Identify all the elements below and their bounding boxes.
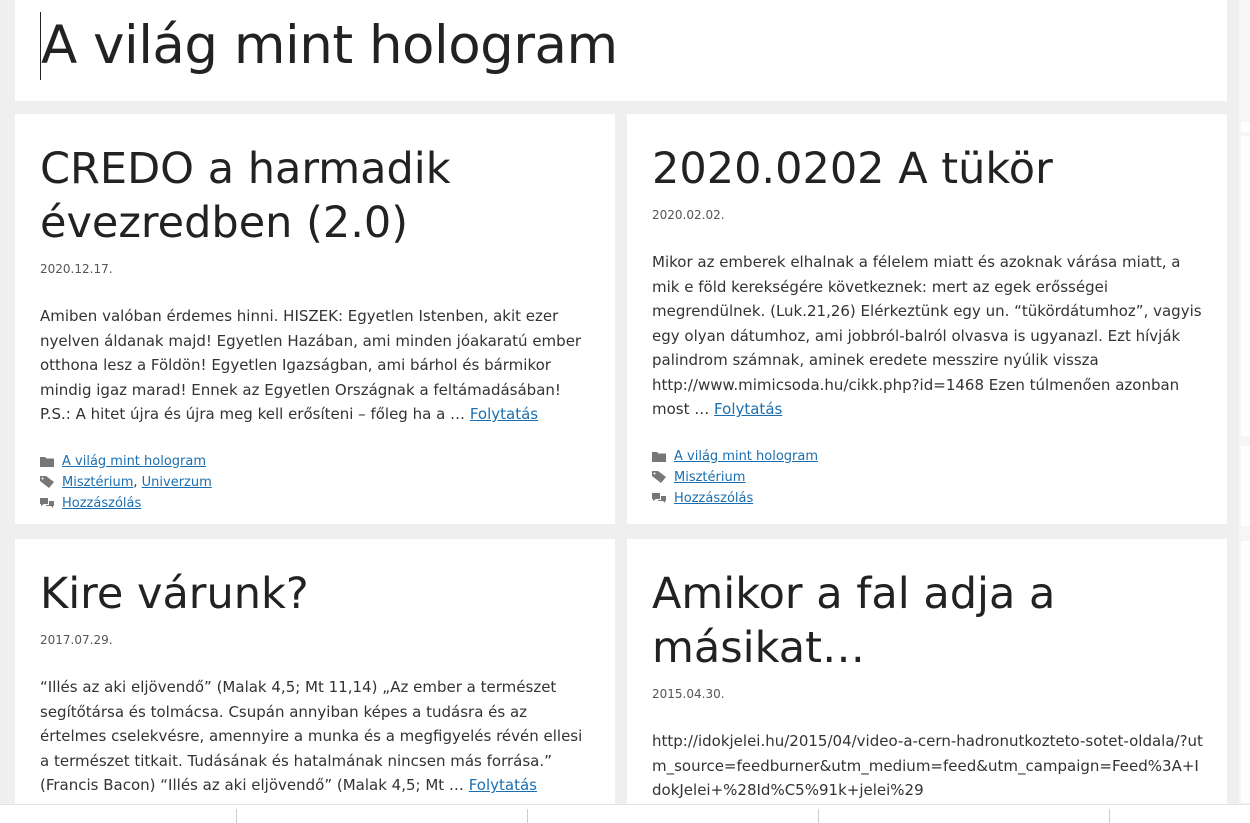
post-excerpt [652, 250, 1207, 422]
comments-link[interactable]: Hozzászólás [674, 490, 754, 506]
post-excerpt-text: http://idokjelei.hu/2015/04/video-a-cern-hadronutkozteto-sotet-oldala/?utm_source=feedburner&utm_medium=feed&utm_campaign=Feed%3A+IdokJelei+%28Id%C5%91k+jelei%29 [652, 732, 1203, 799]
post-excerpt-text: Amiben valóban érdemes hinni. HISZEK: Egyetlen Istenben, akit ezer nyelven áldanak majd! Egyetlen Hazában, ami minden jóakaratú ember otthona lesz a Földön! Egyetlen Igazságban, ami bárhol és bármikor mindig igaz marad! Ennek az Egyetlen Országnak a feltámadásában! P.S.: A hitet újra és újra meg kell erősíteni – főleg ha a … [40, 307, 582, 423]
post-excerpt [40, 304, 595, 427]
post-date[interactable]: 2020.12.17. [40, 262, 113, 276]
post-title[interactable]: CREDO a harmadik évezredben (2.0) [40, 144, 451, 248]
post-title[interactable]: Kire várunk? [40, 569, 309, 619]
read-more-link[interactable]: Folytatás [714, 400, 783, 418]
read-more-link[interactable]: Folytatás [468, 776, 537, 794]
bottom-overlay-bar [0, 804, 1250, 823]
comments-icon [652, 492, 666, 504]
tag-link[interactable]: Univerzum [141, 474, 212, 490]
post-title[interactable]: 2020.0202 A tükör [652, 144, 1053, 194]
post-excerpt [652, 729, 1207, 803]
post-card [15, 114, 615, 524]
post-title[interactable]: Amikor a fal adja a másikat… [652, 569, 1056, 673]
comments-link[interactable]: Hozzászólás [62, 495, 142, 511]
page-header [15, 0, 1227, 101]
post-date[interactable]: 2020.02.02. [652, 208, 725, 222]
post-excerpt [40, 675, 595, 798]
post-excerpt-text: Mikor az emberek elhalnak a félelem miatt és azoknak várása miatt, a mik e föld kerekségére következnek: mert az egek erősségei megrendülnek. (Luk.21,26) Elérkeztünk egy un. “tükördátumhoz”, vagyis egy olyan dátumhoz, ami jobbról-balról olvasva is ugyanazl. Ezt hívják palindrom számnak, aminek eredete messzire nyúlik vissza http://www.mimicsoda.hu/cikk.php?id=1468 Ezen túlmenően azonban most … [652, 253, 1202, 418]
tag-icon [652, 471, 666, 483]
post-card [627, 114, 1227, 524]
post-date[interactable]: 2017.07.29. [40, 633, 113, 647]
category-link[interactable]: A világ mint hologram [62, 453, 207, 469]
tag-link[interactable]: Misztérium [62, 474, 134, 490]
tag-separator: , [133, 474, 142, 490]
tag-link[interactable]: Misztérium [674, 469, 746, 485]
folder-icon [652, 450, 666, 462]
folder-icon [40, 455, 54, 467]
read-more-link[interactable]: Folytatás [469, 405, 539, 423]
post-meta [652, 446, 1207, 509]
post-date[interactable]: 2015.04.30. [652, 687, 725, 701]
post-excerpt-text: “Illés az aki eljövendő” (Malak 4,5; Mt 11,14) „Az ember a természet segítőtársa és tolmácsa. Csupán annyiban képes a tudásra és az értelmes cselekvésre, amennyire a munka és a megfigyelés révén ellesi a természet titkait. Tudásának és hatalmának nincsen más forrása.” (Francis Bacon) “Illés az aki eljövendő” (Malak 4,5; Mt … [40, 678, 583, 794]
post-card [627, 539, 1227, 822]
post-card [15, 539, 615, 822]
page-title: A világ mint hologram [40, 12, 618, 80]
post-meta [40, 451, 595, 514]
category-link[interactable]: A világ mint hologram [674, 448, 819, 464]
tag-icon [40, 476, 54, 488]
comments-icon [40, 497, 54, 509]
sidebar-edge [1239, 0, 1250, 822]
